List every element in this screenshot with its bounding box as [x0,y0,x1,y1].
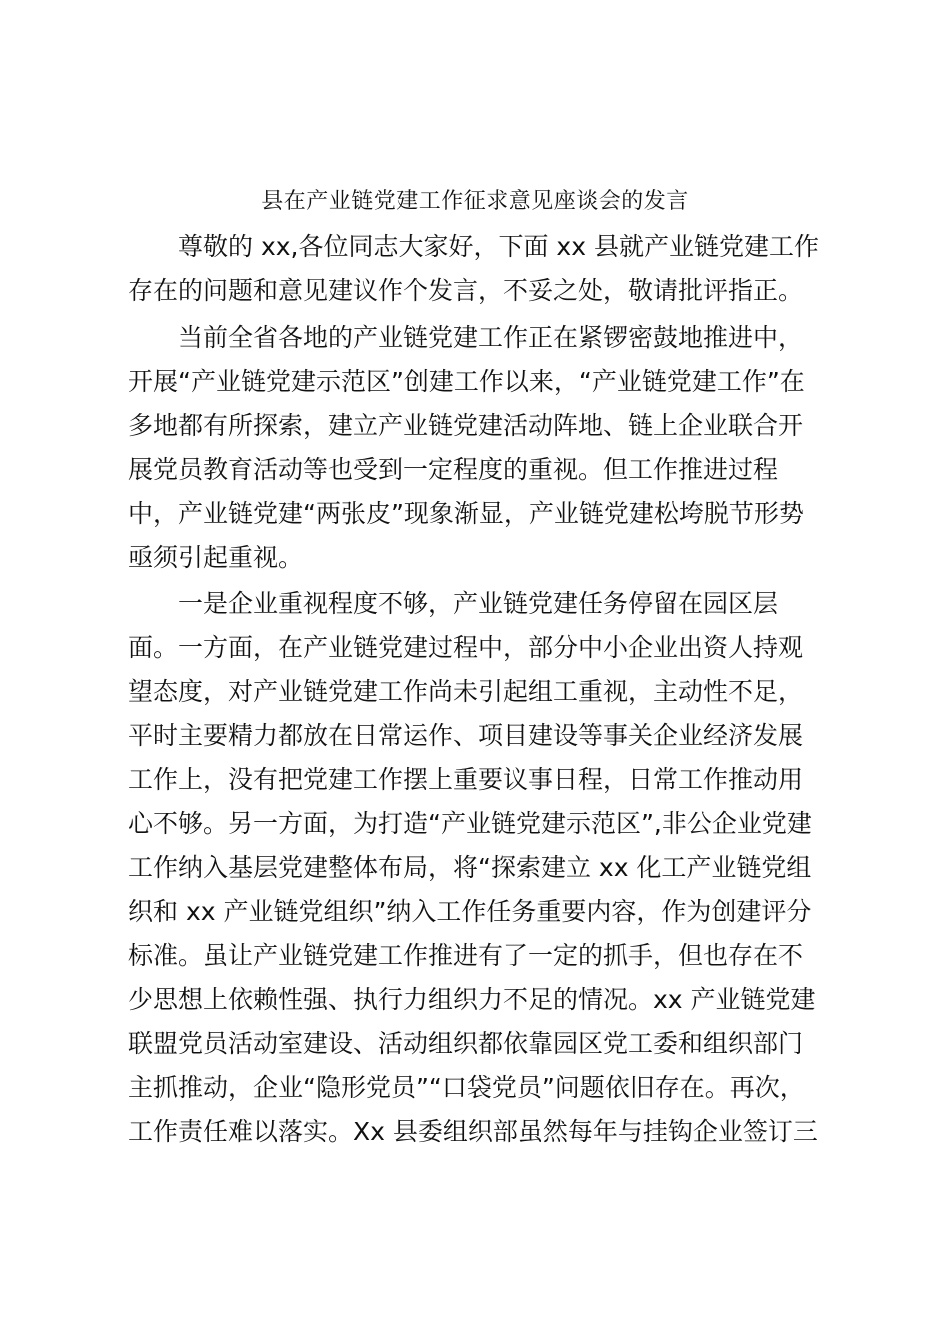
paragraph-line: 尊敬的 xx,各位同志大家好，下面 xx 县就产业链党建工作 [178,232,819,261]
paragraph-line: 中，产业链党建“两张皮”现象渐显，产业链党建松垮脱节形势 [128,499,804,528]
paragraph-line: 少思想上依赖性强、执行力组织力不足的情况。xx 产业链党建 [128,985,816,1014]
paragraph-line: 亟须引起重视。 [128,543,304,572]
paragraph-line: 一是企业重视程度不够，产业链党建任务停留在园区层 [178,589,779,618]
paragraph-line: 心不够。另一方面，为打造“产业链党建示范区”,非公企业党建 [128,809,812,838]
paragraph-line: 工作纳入基层党建整体布局，将“探索建立 xx 化工产业链党组 [128,853,812,882]
paragraph-line: 主抓推动，企业“隐形党员”“口袋党员”问题依旧存在。再次， [128,1073,805,1102]
document-title: 县在产业链党建工作征求意见座谈会的发言 [261,189,689,214]
paragraph-line: 平时主要精力都放在日常运作、项目建设等事关企业经济发展 [128,721,804,750]
paragraph-line: 当前全省各地的产业链党建工作正在紧锣密鼓地推进中， [178,323,804,352]
paragraph-line: 存在的问题和意见建议作个发言，不妥之处，敬请批评指正。 [128,276,804,305]
paragraph-line: 面。一方面，在产业链党建过程中，部分中小企业出资人持观 [128,633,804,662]
paragraph-line: 展党员教育活动等也受到一定程度的重视。但工作推进过程 [128,455,779,484]
paragraph-line: 开展“产业链党建示范区”创建工作以来，“产业链党建工作”在 [128,367,805,396]
paragraph-line: 织和 xx 产业链党组织”纳入工作任务重要内容，作为创建评分 [128,897,812,926]
paragraph-line: 工作责任难以落实。Xx 县委组织部虽然每年与挂钩企业签订三 [128,1117,818,1146]
paragraph-line: 工作上，没有把党建工作摆上重要议事日程，日常工作推动用 [128,765,804,794]
paragraph-line: 多地都有所探索，建立产业链党建活动阵地、链上企业联合开 [128,411,804,440]
paragraph-line: 标准。虽让产业链党建工作推进有了一定的抓手，但也存在不 [128,941,804,970]
paragraph-line: 联盟党员活动室建设、活动组织都依靠园区党工委和组织部门 [128,1029,804,1058]
paragraph-line: 望态度，对产业链党建工作尚未引起组工重视，主动性不足， [128,677,804,706]
